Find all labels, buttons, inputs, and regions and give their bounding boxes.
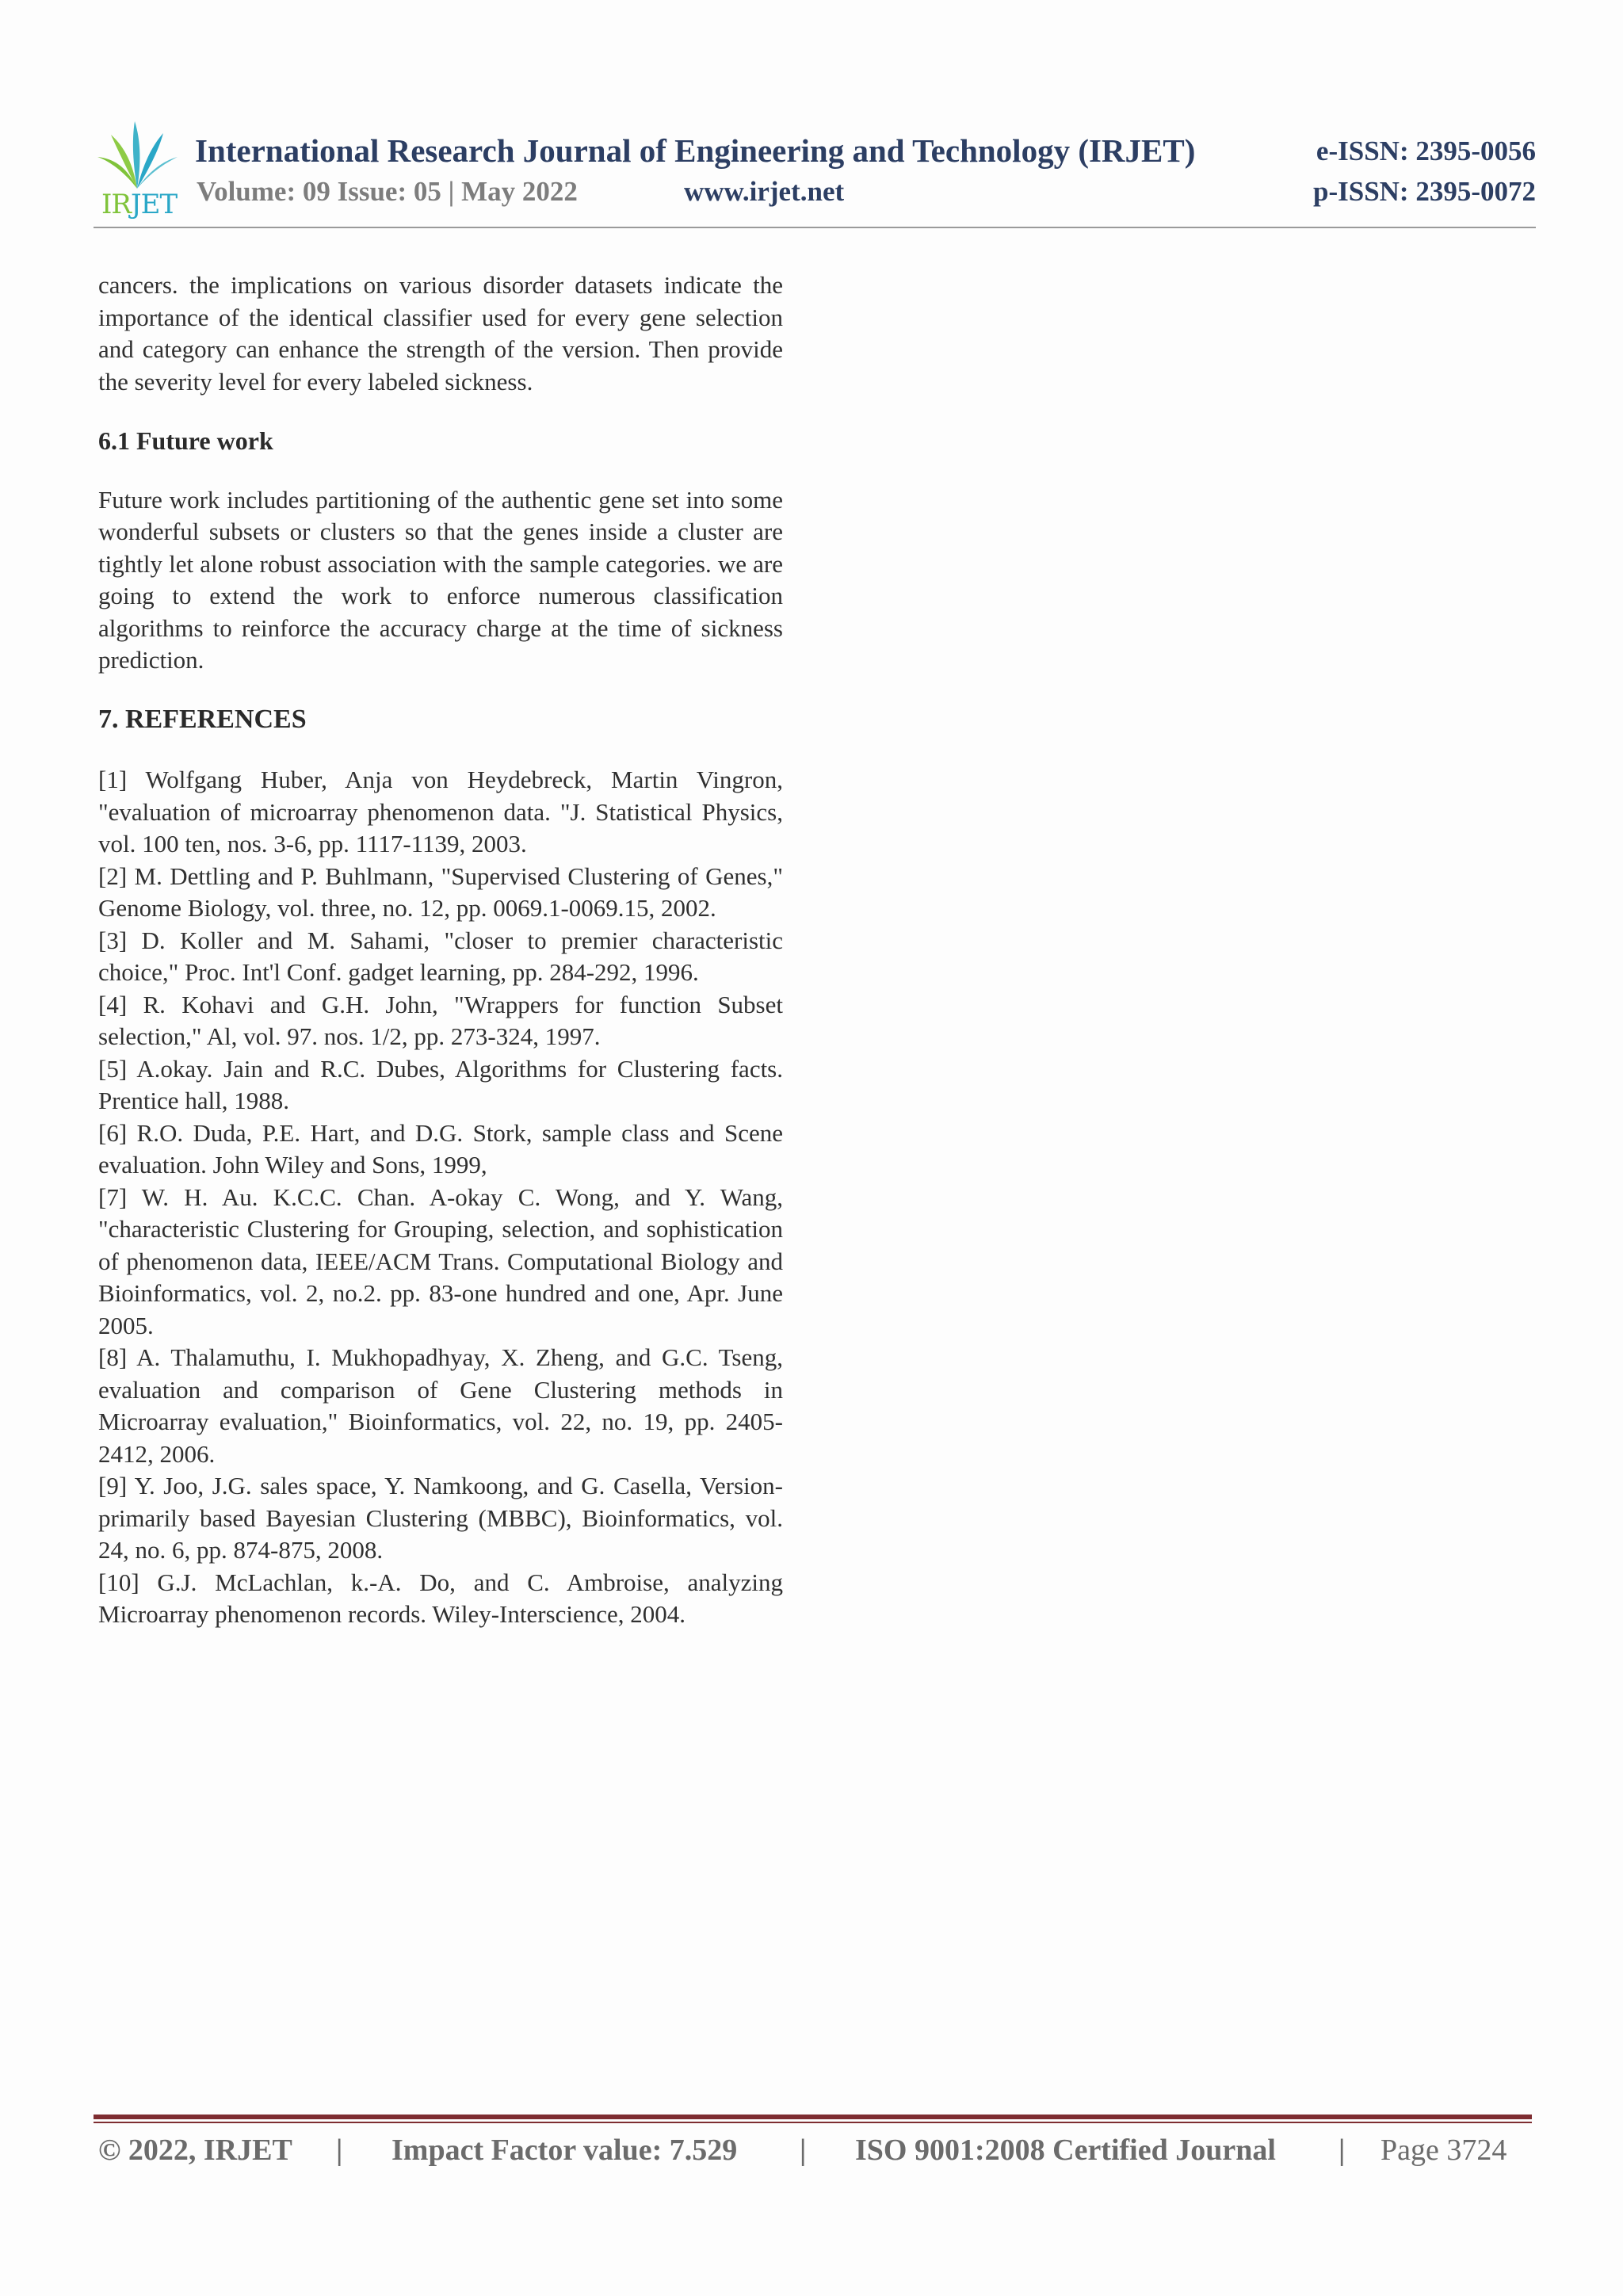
irjet-logo — [94, 117, 181, 220]
reference-item: [8] A. Thalamuthu, I. Mukhopadhyay, X. Zheng, and G.C. Tseng, evaluation and comparison of Gene Clustering methods in Microarray evaluation," Bioinformatics, vol. 22, no. 19, pp. 2405-2412, 2006. — [98, 1343, 783, 1468]
references-heading: 7. REFERENCES — [98, 704, 307, 734]
reference-item: [1] Wolfgang Huber, Anja von Heydebreck, Martin Vingron, "evaluation of microarray phenomenon data. "J. Statistical Physics, vol. 100 ten, nos. 3-6, pp. 1117-1139, 2003. — [98, 766, 783, 858]
reference-item: [9] Y. Joo, J.G. sales space, Y. Namkoong, and G. Casella, Version-primarily based Bayesian Clustering (MBBC), Bioinformatics, vol. 24, no. 6, pp. 874-875, 2008. — [98, 1472, 783, 1564]
future-work-heading: 6.1 Future work — [98, 426, 273, 455]
reference-item: [10] G.J. McLachlan, k.-A. Do, and C. Ambroise, analyzing Microarray phenomenon records. Wiley-Interscience, 2004. — [98, 1568, 783, 1628]
reference-item: [7] W. H. Au. K.C.C. Chan. A-okay C. Wong, and Y. Wang, "characteristic Clustering for Grouping, selection, and sophistication of phenomenon data, IEEE/ACM Trans. Computational Biology and Bioinformatics, vol. 2, no.2. pp. 83-one hundred and one, Apr. June 2005. — [98, 1182, 783, 1339]
reference-item: [6] R.O. Duda, P.E. Hart, and D.G. Stork, sample class and Scene evaluation. John Wiley and Sons, 1999, — [98, 1118, 783, 1179]
page-footer — [98, 2128, 1525, 2176]
footer-divider-thin — [94, 2122, 1532, 2123]
reference-item: [4] R. Kohavi and G.H. John, "Wrappers for function Subset selection," Al, vol. 97. nos. 1/2, pp. 273-324, 1997. — [98, 990, 783, 1050]
footer-page-number: Page 3724 — [1381, 2134, 1507, 2167]
logo-text-ir: IR — [101, 189, 132, 220]
footer-separator: | — [800, 2134, 807, 2167]
header-divider — [94, 227, 1536, 228]
p-issn: p-ISSN: 2395-0072 — [1312, 176, 1536, 207]
journal-title: International Research Journal of Engineering and Technology (IRJET) — [195, 132, 1196, 169]
page-header — [94, 111, 1536, 230]
footer-separator: | — [1338, 2134, 1346, 2167]
footer-separator: | — [336, 2134, 343, 2167]
footer-copyright: © 2022, IRJET — [98, 2134, 292, 2167]
e-issn: e-ISSN: 2395-0056 — [1316, 136, 1536, 166]
main-column — [98, 269, 783, 1631]
footer-divider-thick — [94, 2115, 1532, 2119]
future-work-paragraph: Future work includes partitioning of the authentic gene set into some wonderful subsets or clusters so that the genes inside a cluster are tightly let alone robust association with the sample categories. we are going to extend the work to enforce numerous classification algorithms to reinforce the accuracy charge at the time of sickness prediction. — [98, 485, 783, 674]
reference-item: [2] M. Dettling and P. Buhlmann, "Supervised Clustering of Genes," Genome Biology, vol. three, no. 12, pp. 0069.1-0069.15, 2002. — [98, 861, 783, 922]
journal-website-link[interactable]: www.irjet.net — [684, 176, 845, 207]
leaf-logo-icon — [94, 117, 181, 193]
logo-wordmark — [101, 189, 177, 220]
logo-text-jet: JET — [131, 189, 178, 220]
reference-item: [5] A.okay. Jain and R.C. Dubes, Algorithms for Clustering facts. Prentice hall, 1988. — [98, 1054, 783, 1114]
reference-list — [98, 764, 783, 1631]
reference-item: [3] D. Koller and M. Sahami, "closer to premier characteristic choice," Proc. Int'l Conf. gadget learning, pp. 284-292, 1996. — [98, 926, 783, 986]
volume-issue: Volume: 09 Issue: 05 | May 2022 — [197, 176, 578, 207]
footer-iso-certification: ISO 9001:2008 Certified Journal — [855, 2134, 1276, 2167]
footer-impact-factor: Impact Factor value: 7.529 — [391, 2134, 738, 2167]
intro-paragraph: cancers. the implications on various disorder datasets indicate the importance of the identical classifier used for every gene selection and category can enhance the strength of the version. Then provide the severity level for every labeled sickness. — [98, 271, 783, 395]
